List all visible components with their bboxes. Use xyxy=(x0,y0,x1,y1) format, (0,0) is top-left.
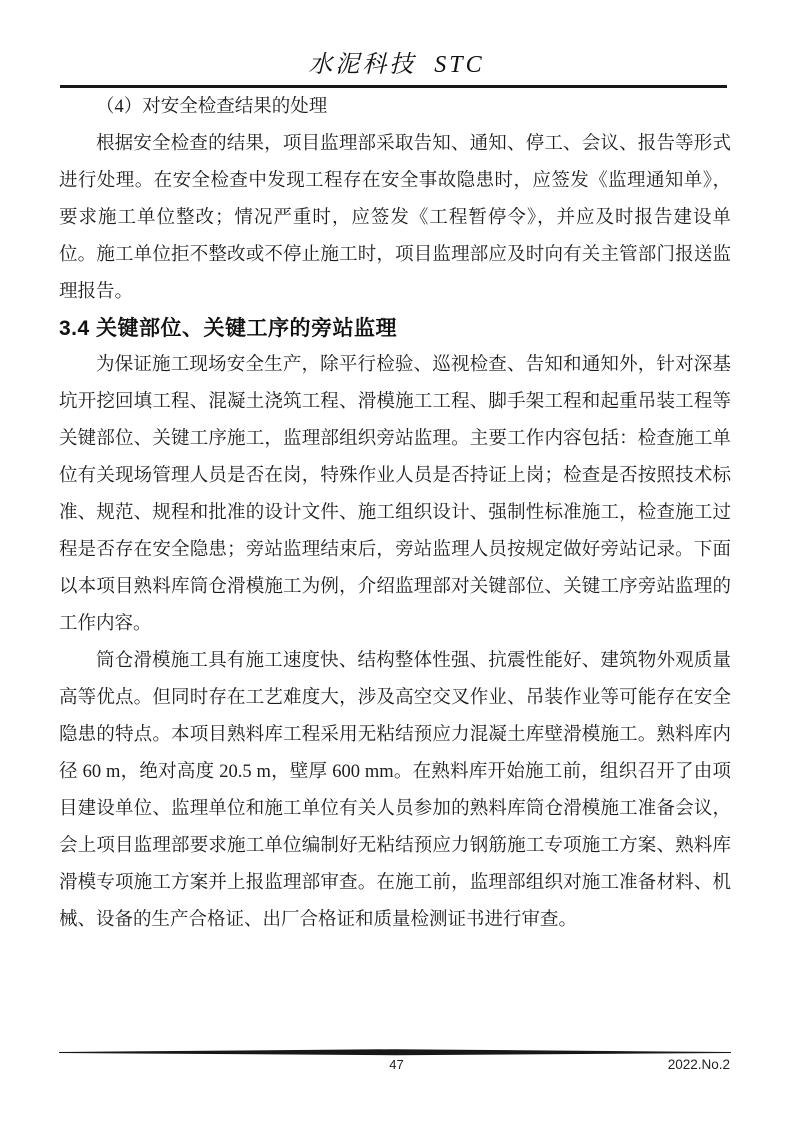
footer-tapered-rule xyxy=(59,1049,731,1056)
journal-title: 水泥科技 STC xyxy=(308,52,485,78)
section-heading: 3.4 关键部位、关键工序的旁站监理 xyxy=(59,317,398,340)
article-body xyxy=(59,89,731,939)
subsection-heading: （4）对安全检查结果的处理 xyxy=(96,97,328,117)
issue-number: 2022.No.2 xyxy=(667,1057,730,1072)
page-number: 47 xyxy=(389,1057,404,1072)
body-paragraph-3: 筒仓滑模施工具有施工速度快、结构整体性强、抗震性能好、建筑物外观质量高等优点。但同时存在工艺难度大，涉及高空交叉作业、吊装作业等可能存在安全隐患的特点。本项目熟料库工程采用无粘结预应力混凝土库壁滑模施工。熟料库内径 60 m，绝对高度 20.5 m，壁厚 600 mm。在熟料库开始施工前，组织召开了由项目建设单位、监理单位和施工单位有关人员参加的熟料库筒仓滑模施工准备会议，会上项目监理部要求施工单位编制好无粘结预应力钢筋施工专项施工方案、熟料库滑模专项施工方案并上报监理部审查。在施工前，监理部组织对施工准备材料、机械、设备的生产合格证、出厂合格证和质量检测证书进行审查。 xyxy=(59,651,731,930)
header-rule xyxy=(60,85,727,88)
body-paragraph-2: 为保证施工现场安全生产，除平行检验、巡视检查、告知和通知外，针对深基坑开挖回填工程、混凝土浇筑工程、滑模施工工程、脚手架工程和起重吊装工程等关键部位、关键工序施工，监理部组织旁站监理。主要工作内容包括：检查施工单位有关现场管理人员是否在岗，特殊作业人员是否持证上岗；检查是否按照技术标准、规范、规程和批准的设计文件、施工组织设计、强制性标准施工，检查施工过程是否存在安全隐患；旁站监理结束后，旁站监理人员按规定做好旁站记录。下面以本项目熟料库筒仓滑模施工为例，介绍监理部对关键部位、关键工序旁站监理的工作内容。 xyxy=(59,355,731,634)
body-paragraph-1: 根据安全检查的结果，项目监理部采取告知、通知、停工、会议、报告等形式进行处理。在安全检查中发现工程存在安全事故隐患时，应签发《监理通知单》，要求施工单位整改；情况严重时，应签发《工程暂停令》，并应及时报告建设单位。施工单位拒不整改或不停止施工时，项目监理部应及时向有关主管部门报送监理报告。 xyxy=(59,134,731,302)
